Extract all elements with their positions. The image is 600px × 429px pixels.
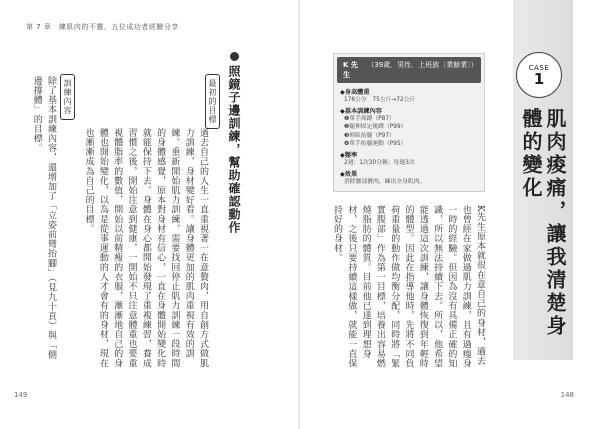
bullet-dot-icon [230, 52, 239, 61]
left-body-text-1: 過去自己的人生一直重視著一在意贅肉，用自創方式做肌力訓練，身材變好看。讓身體更加的肌肉重視有效的訓練。重新開始肌力訓練，需要找回停止肌力訓練一段時間的身體感覺，原本對身材有信心，一直在身體開始變化時就能保持下去。身體在身心都開始發現了重複練習，養成習慣之後，開始注意到健康，一開始不只注意體重也要重視體脂率的數值，開始以前精瘦的衣服，漸漸地自己的身體也開始變化，以為是從事運動的人才會有的身材，現在也漸漸成為自己的目標。 [83, 128, 208, 368]
profile-box [333, 53, 485, 192]
case-badge [516, 52, 562, 98]
tag-initial-goal: 最初的目標 [205, 74, 220, 129]
case-label: CASE [528, 63, 550, 72]
profile-name: K 先生 [343, 61, 358, 79]
tag-training-content: 訓練內容 [60, 74, 75, 120]
effect-title: ◆效果 [340, 171, 358, 179]
running-header: 第 7 章 練肌肉的不靈，五位成功者經驗分享 [26, 23, 179, 31]
training-item: ❶單手深蹲（P87） [344, 116, 395, 123]
effect-value: 消除腰部贅肉，練出全身肌肉。 [344, 179, 426, 186]
training-item: ❸仰臥抬腿（P97） [344, 132, 395, 139]
profile-header [337, 57, 481, 83]
height-weight-title: ◆身高體重 [340, 89, 370, 96]
section-heading: 照鏡子邊訓練，幫助確認動作 [226, 52, 243, 282]
height-weight-value: 176公分 75公斤→72公斤 [344, 97, 416, 103]
left-body-text-2: 除了基本訓練內容，還增加了「立姿前彎抬腳」（見九十頁）與「側邊撐體」的目標。 [31, 76, 56, 360]
case-number: 1 [533, 69, 545, 88]
page-number-left: 149 [14, 391, 28, 399]
right-body-text: K先生原本就很在意自己的身材，過去也曾經在家做過肌力訓練，且有過瘦身一時的經驗。但因為沒有具備正確的知識，所以無法持續下去。所以，他希望能透過這次訓練，讓身體恢復到年輕時的體型。因此在指導他時，先將不同負荷重量的動作做均衡分配，同時將「緊實腹部」作為第一目標，培養出容易燃燒脂肪的體質。目前他已達到理想身材，之後只要持續這樣做，就能一直保持好的身材。 [332, 205, 485, 369]
training-item: ❹單手抬腿運動（P95） [344, 140, 407, 147]
training-item: ❷腿伸固定後蹲（P99） [344, 124, 407, 131]
case-title: 肌肉痠痛，讓我清楚身體的變化 [519, 108, 567, 338]
page-number-right: 148 [560, 391, 574, 399]
frequency-value: 2週：1次30分鐘；每週3次 [344, 160, 415, 167]
training-content-title: ◆基本訓練內容 [340, 108, 382, 116]
profile-info: （39歲．男性．上班族〔業餘業〕） [367, 61, 478, 69]
frequency-title: ◆頻率 [340, 152, 358, 160]
